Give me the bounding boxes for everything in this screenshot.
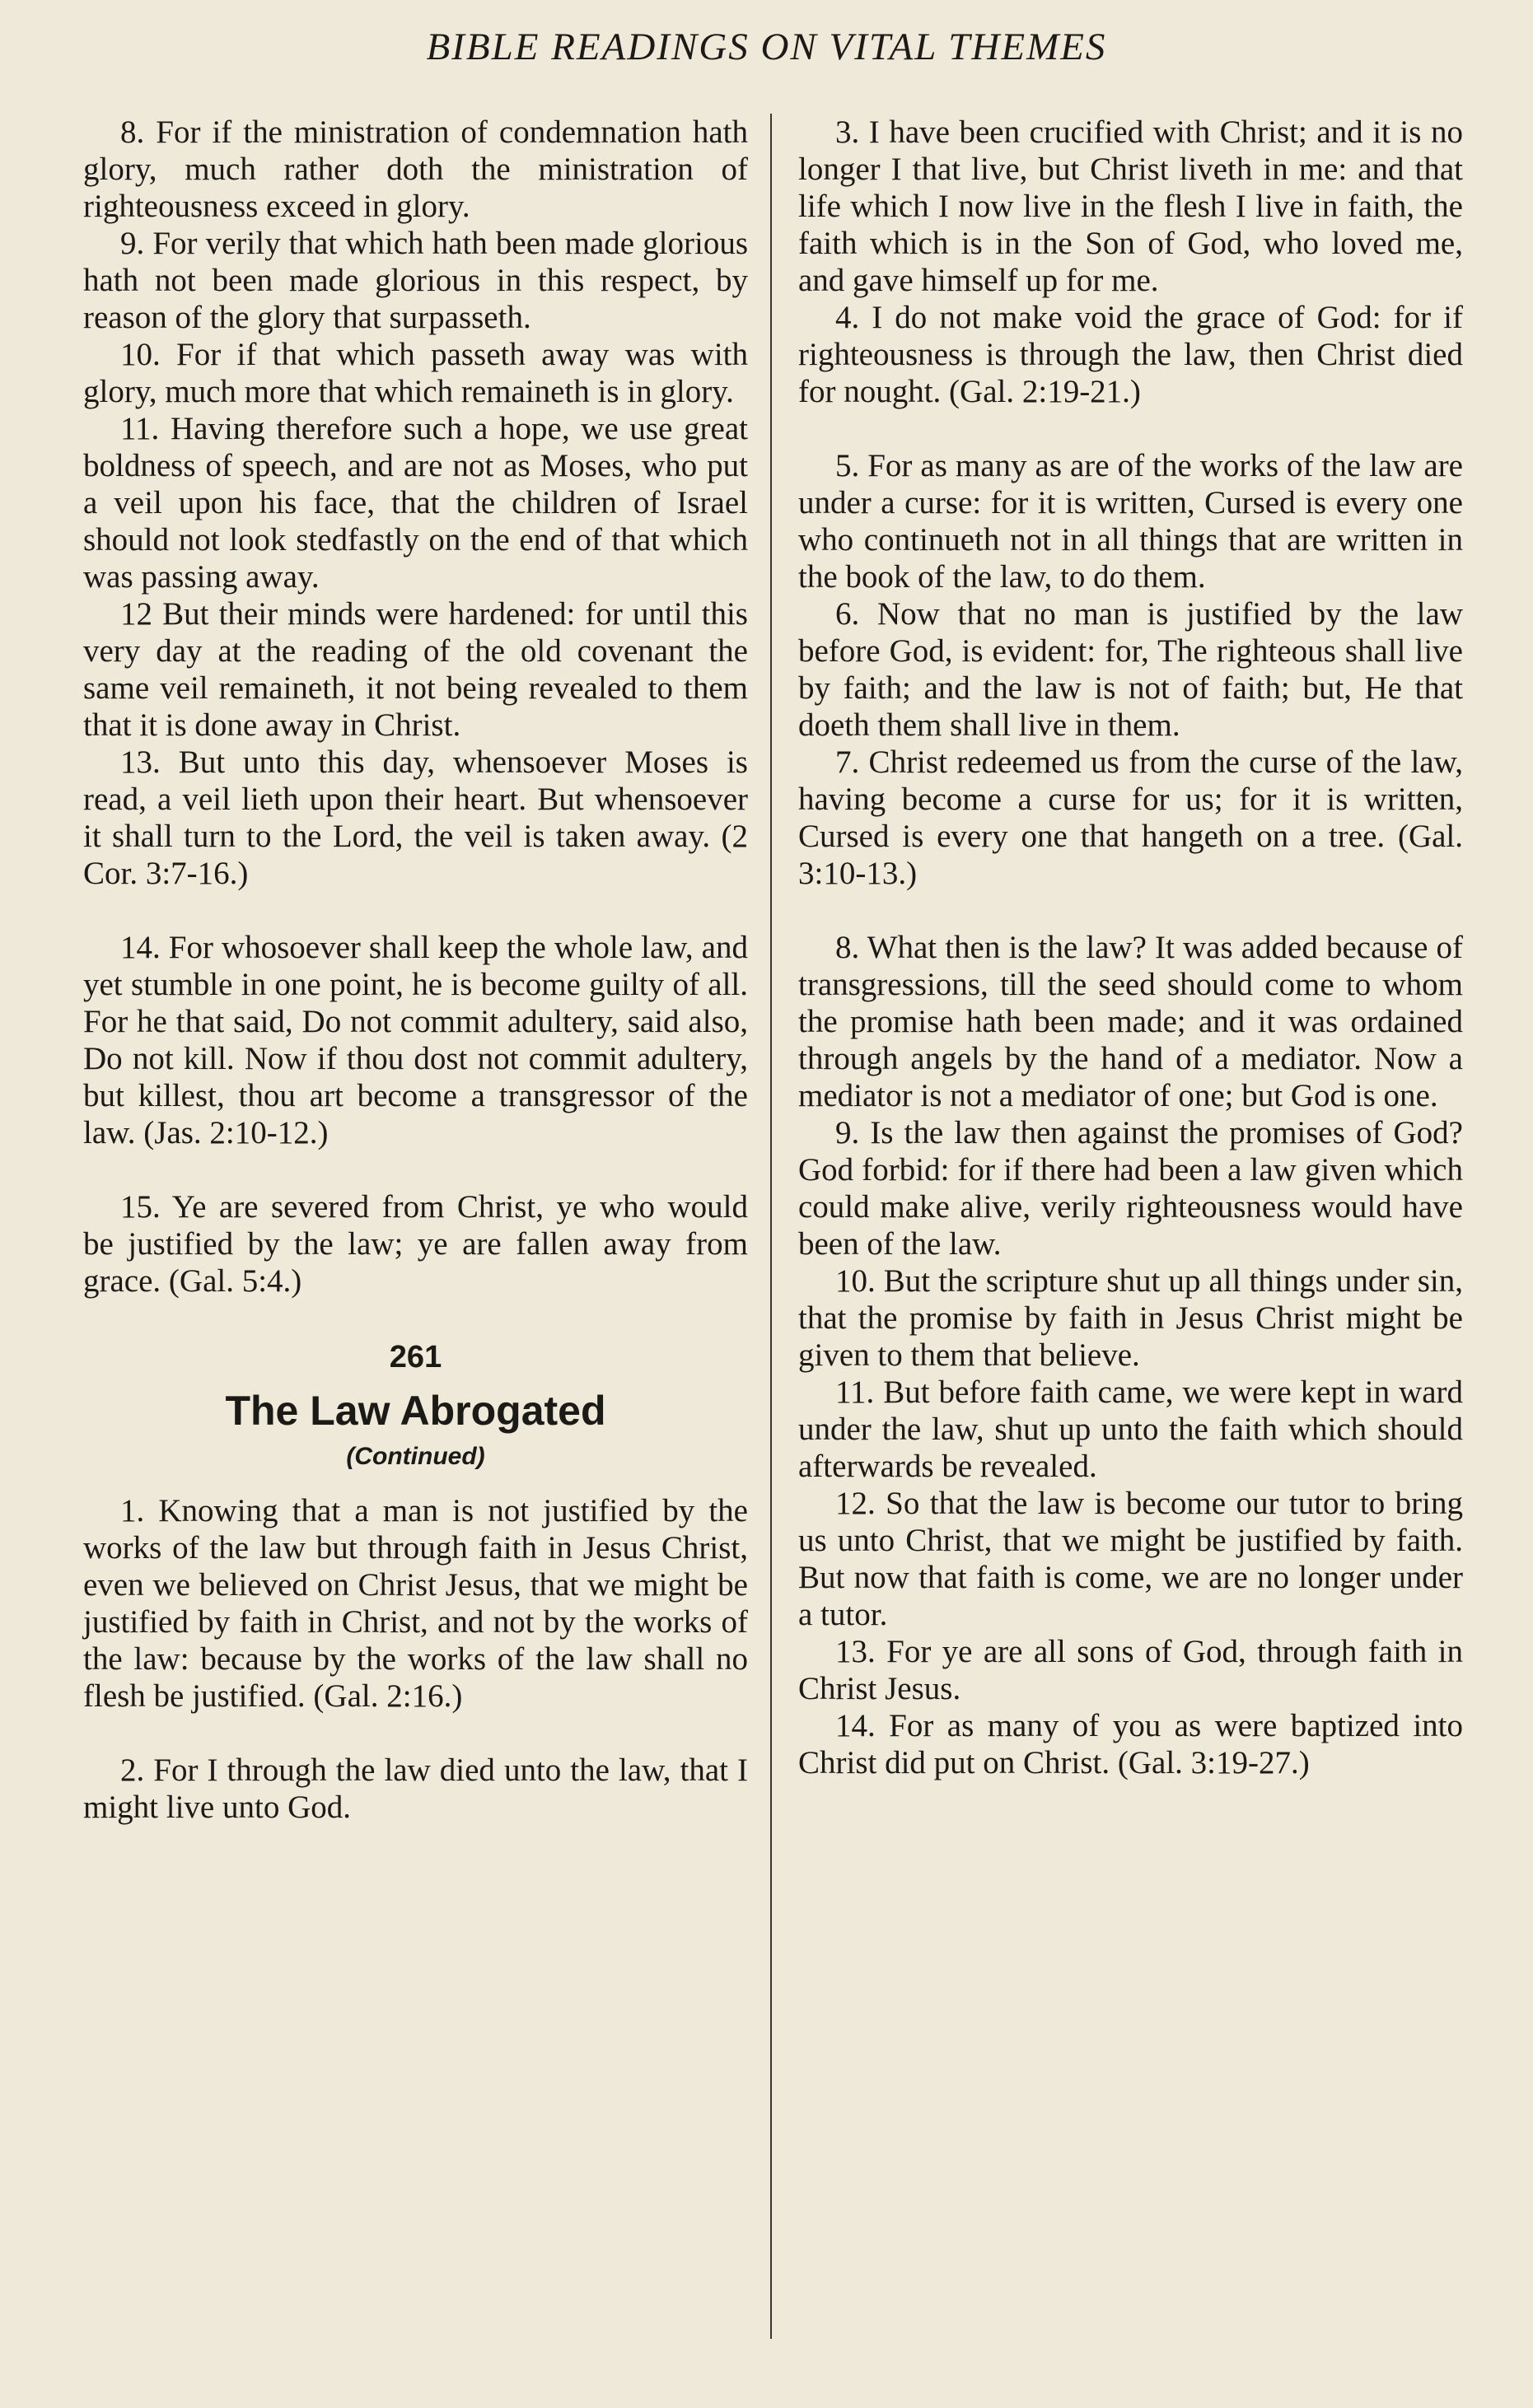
verse: 10. But the scripture shut up all things under sin, that the promise by faith in Jesus Christ might be given to them that believe. bbox=[798, 1263, 1463, 1373]
running-head: BIBLE READINGS ON VITAL THEMES bbox=[426, 26, 1107, 68]
right-column bbox=[798, 114, 1463, 1781]
verse: 2. For I through the law died unto the law, that I might live unto God. bbox=[83, 1752, 748, 1825]
verse: 7. Christ redeemed us from the curse of the law, having become a curse for us; for it is written, Cursed is every one that hangeth on a tree. (Gal. 3:10-13.) bbox=[798, 744, 1463, 891]
verse: 6. Now that no man is justified by the law before God, is evident: for, The righteous shall live by faith; and the law is not of faith; but, He that doeth them shall live in them. bbox=[798, 596, 1463, 743]
reading-number: 261 bbox=[389, 1340, 442, 1374]
verse: 14. For as many of you as were baptized into Christ did put on Christ. (Gal. 3:19-27.) bbox=[798, 1708, 1463, 1780]
column-divider bbox=[770, 114, 772, 2339]
verse: 3. I have been crucified with Christ; and it is no longer I that live, but Christ liveth in me: and that life which I now live in the flesh I live in faith, the faith which is in the Son of God, who loved me, and gave himself up for me. bbox=[798, 114, 1463, 298]
verse: 1. Knowing that a man is not justified by the works of the law but through faith in Jesus Christ, even we believed on Christ Jesus, that we might be justified by faith in Christ, and not by the works of the law: because by the works of the law shall no flesh be justified. (Gal. 2:16.) bbox=[83, 1493, 748, 1714]
verse: 15. Ye are severed from Christ, ye who would be justified by the law; ye are fallen away from grace. (Gal. 5:4.) bbox=[83, 1189, 748, 1299]
verse: 8. What then is the law? It was added because of transgressions, till the seed should come to whom the promise hath been made; and it was ordained through angels by the hand of a mediator. Now a mediator is not a mediator of one; but God is one. bbox=[798, 930, 1463, 1113]
verse: 5. For as many as are of the works of the law are under a curse: for it is written, Cursed is every one who continueth not in all things that are written in the book of the law, to do them. bbox=[798, 448, 1463, 595]
verse: 10. For if that which passeth away was with glory, much more that which remaineth is in glory. bbox=[83, 337, 748, 409]
verse: 12. So that the law is become our tutor to bring us unto Christ, that we might be justified by faith. But now that faith is come, we are no longer under a tutor. bbox=[798, 1486, 1463, 1632]
reading-title: The Law Abrogated bbox=[225, 1388, 606, 1434]
verse: 8. For if the ministration of condemnation hath glory, much rather doth the ministration of righteousness exceed in glory. bbox=[83, 114, 748, 224]
verse: 4. I do not make void the grace of God: for if righteousness is through the law, then Christ died for nought. (Gal. 2:19-21.) bbox=[798, 300, 1463, 409]
verse: 13. But unto this day, whensoever Moses is read, a veil lieth upon their heart. But whensoever it shall turn to the Lord, the veil is taken away. (2 Cor. 3:7-16.) bbox=[83, 744, 748, 891]
left-column bbox=[83, 114, 748, 1826]
verse: 9. Is the law then against the promises of God? God forbid: for if there had been a law given which could make alive, verily righteousness would have been of the law. bbox=[798, 1115, 1463, 1262]
reading-subtitle: (Continued) bbox=[346, 1443, 485, 1470]
verse: 11. Having therefore such a hope, we use great boldness of speech, and are not as Moses, who put a veil upon his face, that the children of Israel should not look stedfastly on the end of that which was passing away. bbox=[83, 411, 748, 595]
verse: 14. For whosoever shall keep the whole law, and yet stumble in one point, he is become guilty of all. For he that said, Do not commit adultery, said also, Do not kill. Now if thou dost not commit adultery, but killest, thou art become a transgressor of the law. (Jas. 2:10-12.) bbox=[83, 930, 748, 1150]
verse: 13. For ye are all sons of God, through faith in Christ Jesus. bbox=[798, 1634, 1463, 1706]
verse: 11. But before faith came, we were kept in ward under the law, shut up unto the faith which should afterwards be revealed. bbox=[798, 1374, 1463, 1484]
verse: 9. For verily that which hath been made glorious hath not been made glorious in this respect, by reason of the glory that surpasseth. bbox=[83, 226, 748, 335]
verse: 12 But their minds were hardened: for until this very day at the reading of the old covenant the same veil remaineth, it not being revealed to them that it is done away in Christ. bbox=[83, 596, 748, 743]
